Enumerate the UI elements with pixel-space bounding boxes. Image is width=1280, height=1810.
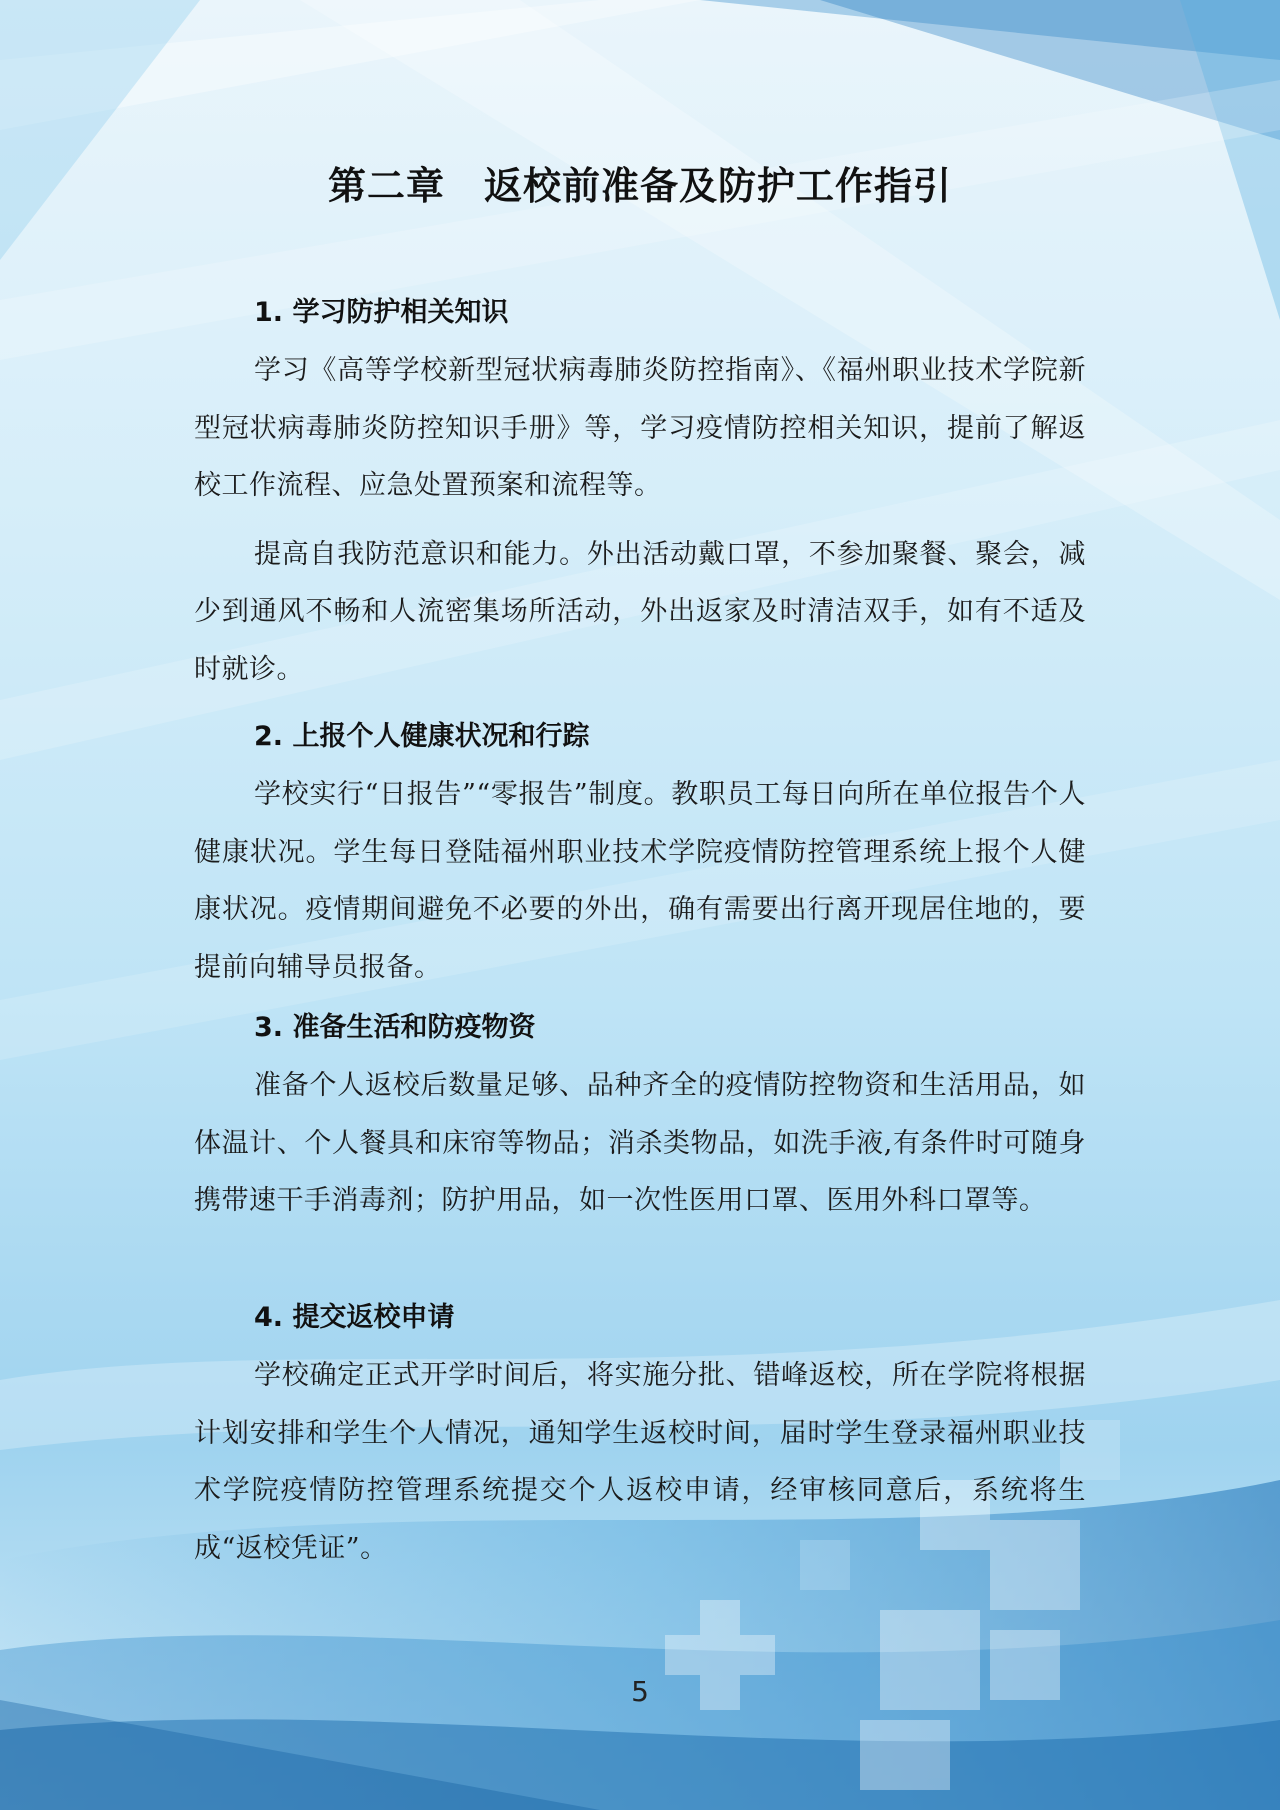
section-paragraph: 提高自我防范意识和能力。外出活动戴口罩，不参加聚餐、聚会，减少到通风不畅和人流密集场所活动，外出返家及时清洁双手，如有不适及时就诊。: [194, 538, 1086, 685]
section-heading: 1. 学习防护相关知识: [254, 297, 509, 328]
section-heading: 4. 提交返校申请: [254, 1302, 455, 1333]
section-4: [194, 1289, 1086, 1577]
section-heading: 2. 上报个人健康状况和行踪: [254, 721, 590, 752]
section-2: [194, 708, 1086, 996]
section-paragraph: 学校确定正式开学时间后，将实施分批、错峰返校，所在学院将根据计划安排和学生个人情况，通知学生返校时间，届时学生登录福州职业技术学院疫情防控管理系统提交个人返校申请，经审核同意后，系统将生成“返校凭证”。: [194, 1360, 1086, 1564]
section-paragraph: 准备个人返校后数量足够、品种齐全的疫情防控物资和生活用品，如体温计、个人餐具和床帘等物品；消杀类物品，如洗手液,有条件时可随身携带速干手消毒剂；防护用品，如一次性医用口罩、医用外科口罩等。: [194, 1070, 1086, 1216]
chapter-title: 第二章 返校前准备及防护工作指引: [328, 163, 953, 208]
page-number: 5: [631, 1675, 649, 1708]
section-paragraph: 学习《高等学校新型冠状病毒肺炎防控指南》、《福州职业技术学院新型冠状病毒肺炎防控知识手册》等，学习疫情防控相关知识，提前了解返校工作流程、应急处置预案和流程等。: [194, 355, 1086, 501]
section-heading: 3. 准备生活和防疫物资: [254, 1012, 536, 1043]
section-1: [194, 284, 1086, 698]
section-3: [194, 999, 1086, 1230]
section-paragraph: 学校实行“日报告”“零报告”制度。教职员工每日向所在单位报告个人健康状况。学生每日登陆福州职业技术学院疫情防控管理系统上报个人健康状况。疫情期间避免不必要的外出，确有需要出行离开现居住地的，要提前向辅导员报备。: [194, 779, 1086, 983]
